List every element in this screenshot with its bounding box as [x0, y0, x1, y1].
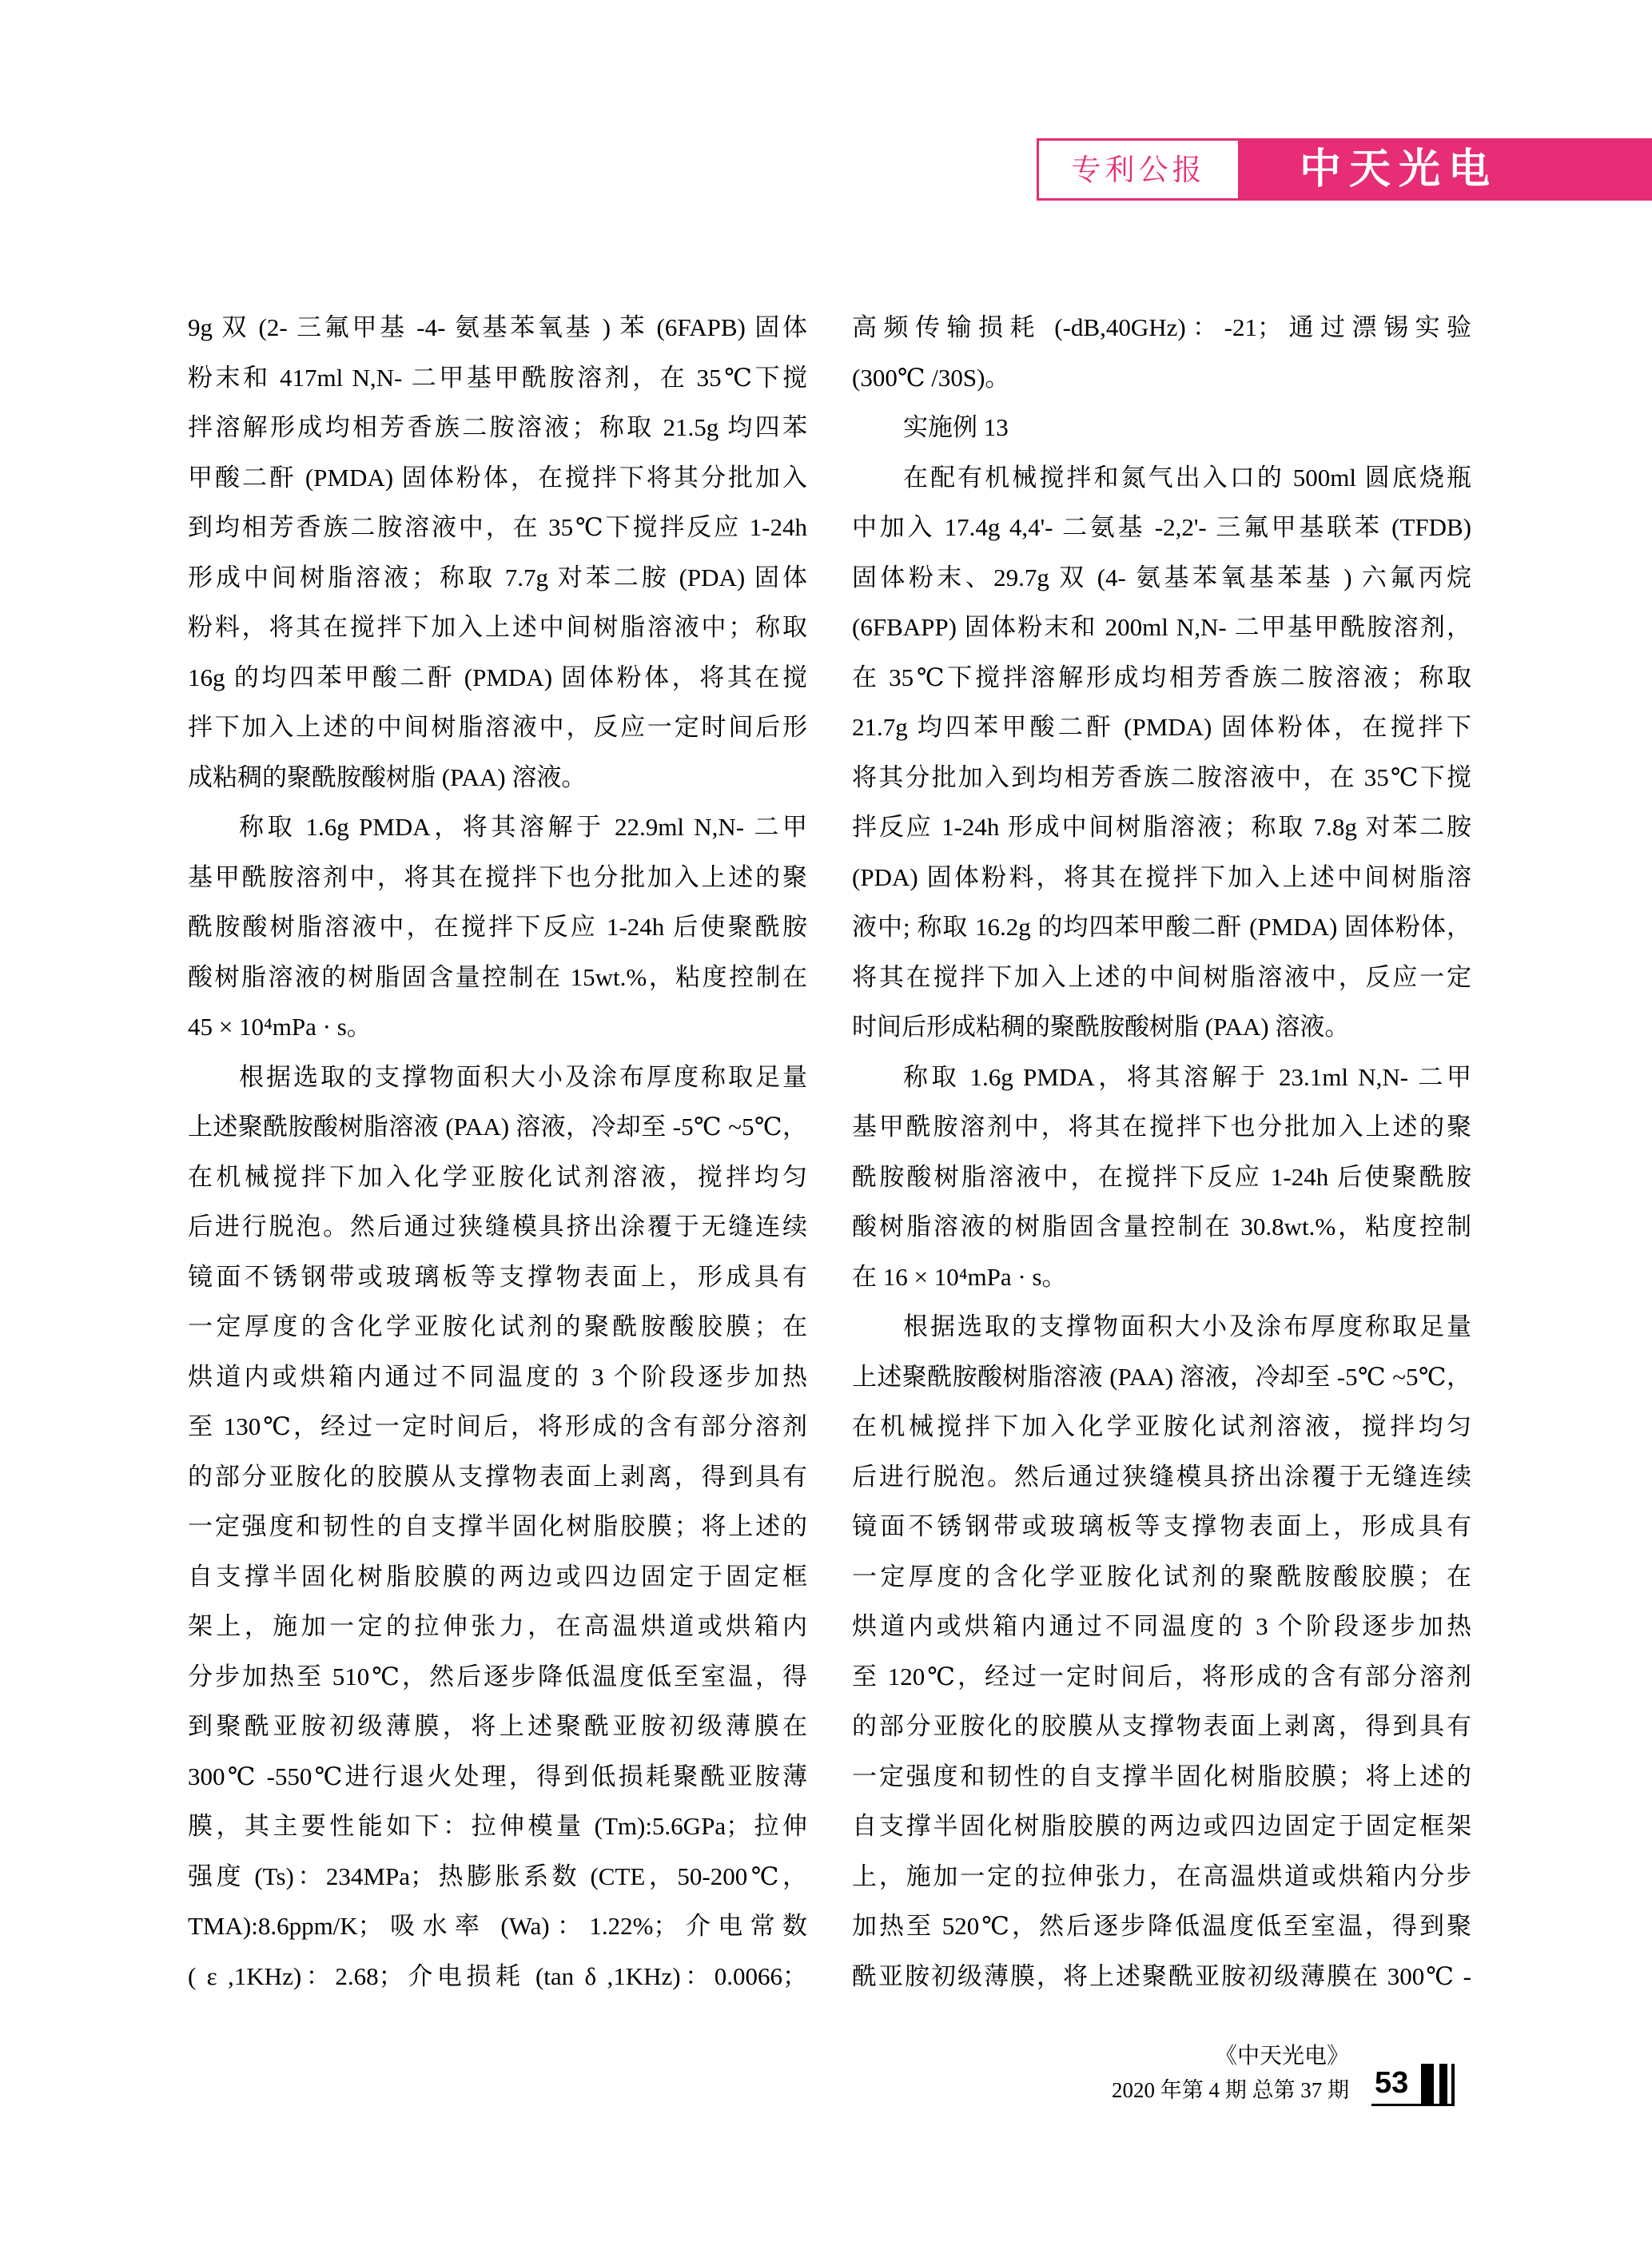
text-line: 一定厚度的含化学亚胺化试剂的聚酰胺酸胶膜；在: [188, 1312, 807, 1340]
issue-info: 2020 年第 4 期 总第 37 期: [1112, 2078, 1349, 2102]
text-line: 中加入 17.4g 4,4'- 二氨基 -2,2'- 三氟甲基联苯 (TFDB): [852, 513, 1471, 541]
text-line: 粉末和 417ml N,N- 二甲基甲酰胺溶剂，在 35℃下搅: [188, 363, 807, 392]
text-line: (6FBAPP) 固体粉末和 200ml N,N- 二甲基甲酰胺溶剂，: [852, 613, 1471, 641]
text-line: 成粘稠的聚酰胺酸树脂 (PAA) 溶液。: [188, 763, 587, 791]
text-line: 液中; 称取 16.2g 的均四苯甲酸二酐 (PMDA) 固体粉体，: [852, 913, 1471, 941]
text-line: 一定厚度的含化学亚胺化试剂的聚酰胺酸胶膜；在: [852, 1562, 1471, 1591]
text-line: 到聚酰亚胺初级薄膜，将上述聚酰亚胺初级薄膜在: [188, 1712, 807, 1740]
text-line: 至 120℃，经过一定时间后，将形成的含有部分溶剂: [852, 1662, 1471, 1690]
text-line: 烘道内或烘箱内通过不同温度的 3 个阶段逐步加热: [188, 1362, 807, 1391]
text-line: 粉料，将其在搅拌下加入上述中间树脂溶液中；称取: [188, 613, 807, 641]
text-line: 在配有机械搅拌和氮气出入口的 500ml 圆底烧瓶: [903, 463, 1471, 492]
marker-bar: [1451, 2064, 1455, 2104]
text-line: 形成中间树脂溶液；称取 7.7g 对苯二胺 (PDA) 固体: [188, 563, 807, 591]
text-line: 在 35℃下搅拌溶解形成均相芳香族二胺溶液；称取: [852, 663, 1471, 691]
text-line: 的部分亚胺化的胶膜从支撑物表面上剥离，得到具有: [188, 1462, 807, 1491]
text-line: 酸树脂溶液的树脂固含量控制在 30.8wt.%，粘度控制: [852, 1213, 1471, 1240]
text-line: 一定强度和韧性的自支撑半固化树脂胶膜；将上述的: [852, 1762, 1471, 1790]
text-line: 45 × 10⁴mPa · s。: [188, 1013, 372, 1041]
text-line: (300℃ /30S)。: [852, 363, 1010, 392]
text-line: 高频传输损耗 (-dB,40GHz)：-21；通过漂锡实验: [852, 313, 1471, 341]
page-marker-bars-icon: [1421, 2064, 1455, 2104]
text-line: 上述聚酰胺酸树脂溶液 (PAA) 溶液，冷却至 -5℃ ~5℃，: [852, 1362, 1471, 1391]
text-line: 在机械搅拌下加入化学亚胺化试剂溶液，搅拌均匀: [188, 1162, 807, 1191]
text-line: 的部分亚胺化的胶膜从支撑物表面上剥离，得到具有: [852, 1712, 1471, 1740]
patent-gazette-tag-box: [1037, 138, 1240, 201]
left-text-column: [188, 303, 807, 2001]
text-line: 将其在搅拌下加入上述的中间树脂溶液中，反应一定: [852, 962, 1471, 991]
text-line: 基甲酰胺溶剂中，将其在搅拌下也分批加入上述的聚: [188, 862, 807, 891]
text-line: 上，施加一定的拉伸张力，在高温烘道或烘箱内分步: [852, 1862, 1471, 1890]
text-line: 酰胺酸树脂溶液中，在搅拌下反应 1-24h 后使聚酰胺: [188, 913, 807, 941]
text-line: 固体粉末、29.7g 双 (4- 氨基苯氧基苯基 ) 六氟丙烷: [852, 563, 1471, 591]
text-line: 后进行脱泡。然后通过狭缝模具挤出涂覆于无缝连续: [188, 1213, 807, 1240]
page-number: 53: [1375, 2066, 1409, 2100]
footer-text-block: [1112, 2040, 1349, 2107]
text-line: 称取 1.6g PMDA，将其溶解于 22.9ml N,N- 二甲: [239, 813, 807, 841]
text-line: 在机械搅拌下加入化学亚胺化试剂溶液，搅拌均匀: [852, 1412, 1471, 1440]
text-line: 甲酸二酐 (PMDA) 固体粉体，在搅拌下将其分批加入: [188, 463, 807, 492]
text-line: 烘道内或烘箱内通过不同温度的 3 个阶段逐步加热: [852, 1612, 1471, 1640]
text-line: 拌下加入上述的中间树脂溶液中，反应一定时间后形: [188, 713, 807, 741]
brand-bar: [1240, 138, 1652, 201]
text-line: 根据选取的支撑物面积大小及涂布厚度称取足量: [903, 1312, 1471, 1340]
text-line: ( ε ,1KHz)：2.68；介电损耗 (tan δ ,1KHz)：0.0066；: [188, 1961, 807, 1990]
text-line: (PDA) 固体粉料，将其在搅拌下加入上述中间树脂溶: [852, 862, 1471, 891]
brand-logo: 中天光电: [1300, 145, 1499, 193]
text-line: 镜面不锈钢带或玻璃板等支撑物表面上，形成具有: [188, 1262, 807, 1291]
right-text-column: [852, 303, 1471, 2001]
text-line: 将其分批加入到均相芳香族二胺溶液中，在 35℃下搅: [852, 763, 1471, 791]
text-line: 酸树脂溶液的树脂固含量控制在 15wt.%，粘度控制在: [188, 962, 807, 991]
text-line: 后进行脱泡。然后通过狭缝模具挤出涂覆于无缝连续: [852, 1462, 1471, 1491]
text-line: 16g 的均四苯甲酸二酐 (PMDA) 固体粉体，将其在搅: [188, 663, 807, 691]
text-line: 自支撑半固化树脂胶膜的两边或四边固定于固定框: [188, 1562, 807, 1591]
text-line: 拌溶解形成均相芳香族二胺溶液；称取 21.5g 均四苯: [188, 413, 807, 441]
patent-gazette-tag-label: 专利公报: [1071, 153, 1206, 186]
text-line: 21.7g 均四苯甲酸二酐 (PMDA) 固体粉体，在搅拌下: [852, 713, 1471, 741]
text-line: 分步加热至 510℃，然后逐步降低温度低至室温，得: [188, 1662, 807, 1690]
text-line: TMA):8.6ppm/K；吸水率 (Wa)：1.22%；介电常数: [188, 1912, 807, 1940]
text-line: 至 130℃，经过一定时间后，将形成的含有部分溶剂: [188, 1412, 807, 1440]
text-line: 架上，施加一定的拉伸张力，在高温烘道或烘箱内: [188, 1612, 807, 1640]
text-line: 酰胺酸树脂溶液中，在搅拌下反应 1-24h 后使聚酰胺: [852, 1162, 1471, 1191]
text-line: 实施例 13: [903, 413, 1009, 441]
text-line: 上述聚酰胺酸树脂溶液 (PAA) 溶液，冷却至 -5℃ ~5℃，: [188, 1113, 807, 1141]
text-line: 自支撑半固化树脂胶膜的两边或四边固定于固定框架: [852, 1812, 1471, 1840]
marker-bar: [1439, 2064, 1447, 2104]
marker-bar: [1421, 2064, 1434, 2104]
text-line: 基甲酰胺溶剂中，将其在搅拌下也分批加入上述的聚: [852, 1113, 1471, 1141]
text-line: 镜面不锈钢带或玻璃板等支撑物表面上，形成具有: [852, 1512, 1471, 1540]
journal-title: 《中天光电》: [1214, 2044, 1349, 2069]
text-line: 加热至 520℃，然后逐步降低温度低至室温，得到聚: [852, 1912, 1471, 1940]
page-number-block: [1371, 2064, 1455, 2106]
text-line: 时间后形成粘稠的聚酰胺酸树脂 (PAA) 溶液。: [852, 1013, 1350, 1041]
text-line: 300℃ -550℃进行退火处理，得到低损耗聚酰亚胺薄: [188, 1762, 807, 1790]
text-line: 一定强度和韧性的自支撑半固化树脂胶膜；将上述的: [188, 1512, 807, 1540]
text-line: 9g 双 (2- 三氟甲基 -4- 氨基苯氧基 ) 苯 (6FAPB) 固体: [188, 313, 807, 341]
text-line: 拌反应 1-24h 形成中间树脂溶液；称取 7.8g 对苯二胺: [852, 813, 1471, 841]
text-line: 到均相芳香族二胺溶液中，在 35℃下搅拌反应 1-24h: [188, 513, 807, 541]
text-line: 酰亚胺初级薄膜，将上述聚酰亚胺初级薄膜在 300℃ -: [852, 1961, 1471, 1990]
text-line: 强度 (Ts)：234MPa；热膨胀系数 (CTE，50-200℃，: [188, 1862, 807, 1890]
text-line: 称取 1.6g PMDA，将其溶解于 23.1ml N,N- 二甲: [903, 1062, 1471, 1091]
text-line: 根据选取的支撑物面积大小及涂布厚度称取足量: [239, 1062, 807, 1091]
text-line: 在 16 × 10⁴mPa · s。: [852, 1262, 1067, 1291]
text-line: 膜，其主要性能如下：拉伸模量 (Tm):5.6GPa；拉伸: [188, 1812, 807, 1840]
